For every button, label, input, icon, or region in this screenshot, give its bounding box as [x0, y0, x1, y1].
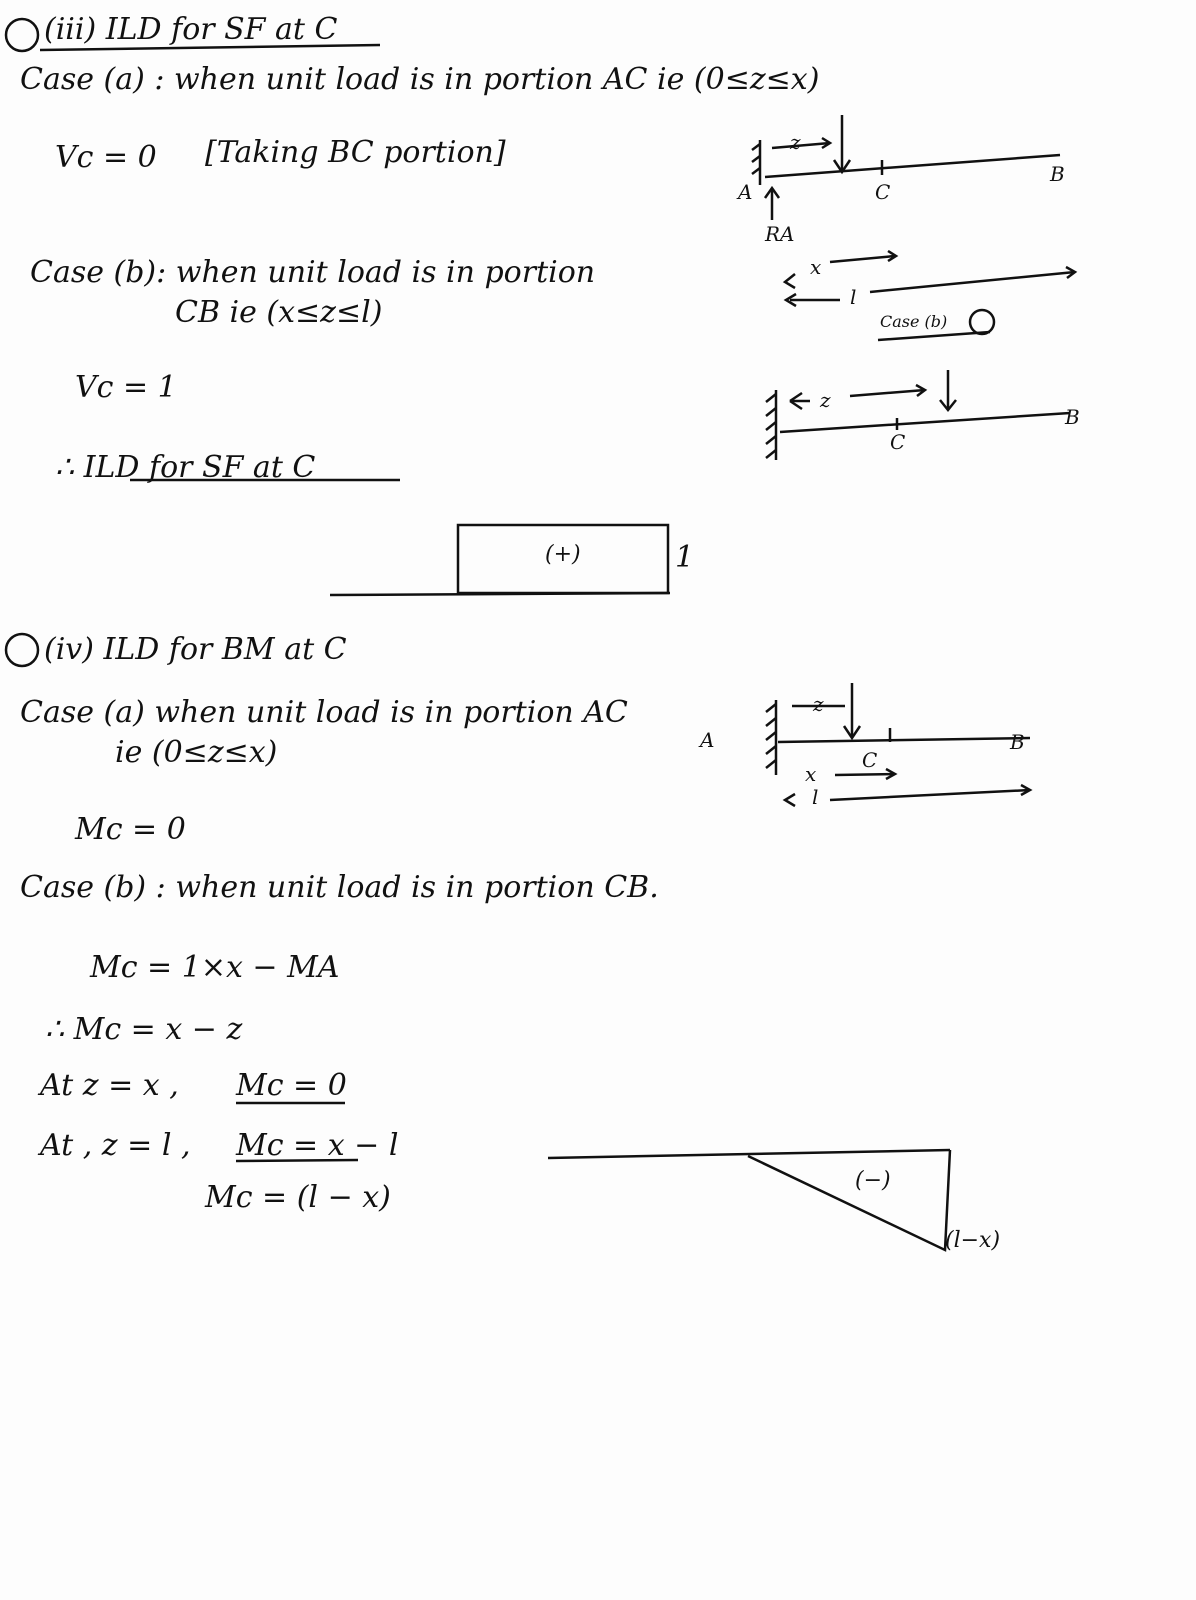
- bm-eq-3a: At z = x ,: [40, 1068, 179, 1103]
- bm-eq-4b: Mc = x − l: [236, 1128, 399, 1163]
- label-z-3: z: [813, 692, 824, 716]
- vc-zero: Vc = 0: [55, 140, 157, 175]
- label-b: B: [1050, 162, 1065, 186]
- sf-ild-value: 1: [675, 540, 695, 575]
- mc-zero: Mc = 0: [75, 812, 186, 847]
- label-a-3: A: [700, 728, 715, 752]
- label-c-3: C: [862, 748, 878, 772]
- case-a-text: Case (a) : when unit load is in portion AC ie (0≤z≤x): [20, 62, 820, 97]
- label-b-3: B: [1010, 730, 1025, 754]
- bm-ild-value: (l−x): [945, 1228, 1001, 1253]
- label-c-2: C: [890, 430, 906, 454]
- bm-eq-5: Mc = (l − x): [205, 1180, 391, 1215]
- vc-one: Vc = 1: [75, 370, 177, 405]
- label-b-2: B: [1065, 405, 1080, 429]
- bm-eq-4a: At , z = l ,: [40, 1128, 191, 1163]
- beam-diagram-bm: [766, 683, 1030, 806]
- section-3-title: (iii) ILD for SF at C: [44, 12, 338, 47]
- taking-bc-note: [Taking BC portion]: [205, 135, 506, 170]
- case-b-text-2: CB ie (x≤z≤l): [175, 295, 383, 330]
- label-l-3: l: [812, 785, 819, 809]
- label-z-2: z: [820, 388, 831, 412]
- section-4-title: (iv) ILD for BM at C: [44, 632, 347, 667]
- label-ra: RA: [765, 222, 795, 246]
- label-z: z: [790, 130, 801, 154]
- case-b-text-1: Case (b): when unit load is in portion: [30, 255, 596, 290]
- beam-diagram-case-b: [766, 370, 1070, 460]
- roman-numeral-circle: [6, 634, 38, 666]
- bm-ild-diagram: [548, 1150, 950, 1250]
- sf-ild-heading: ∴ ILD for SF at C: [55, 450, 316, 485]
- bm-case-b: Case (b) : when unit load is in portion CB.: [20, 870, 659, 905]
- bm-eq-3b: Mc = 0: [236, 1068, 347, 1103]
- label-x: x: [810, 255, 822, 279]
- label-c: C: [875, 180, 891, 204]
- bm-case-a-2: ie (0≤z≤x): [115, 735, 278, 770]
- label-a: A: [738, 180, 753, 204]
- bm-eq-1: Mc = 1×x − MA: [90, 950, 340, 985]
- case-b-label: Case (b): [880, 312, 948, 331]
- sf-ild-sign: (+): [545, 542, 581, 567]
- bm-case-a-1: Case (a) when unit load is in portion AC: [20, 695, 628, 730]
- label-x-3: x: [805, 762, 817, 786]
- bm-ild-sign: (−): [855, 1168, 891, 1193]
- bm-eq-2: ∴ Mc = x − z: [45, 1012, 243, 1047]
- sf-ild-diagram: [330, 525, 670, 595]
- label-l: l: [850, 285, 857, 309]
- roman-numeral-circle: [6, 19, 38, 51]
